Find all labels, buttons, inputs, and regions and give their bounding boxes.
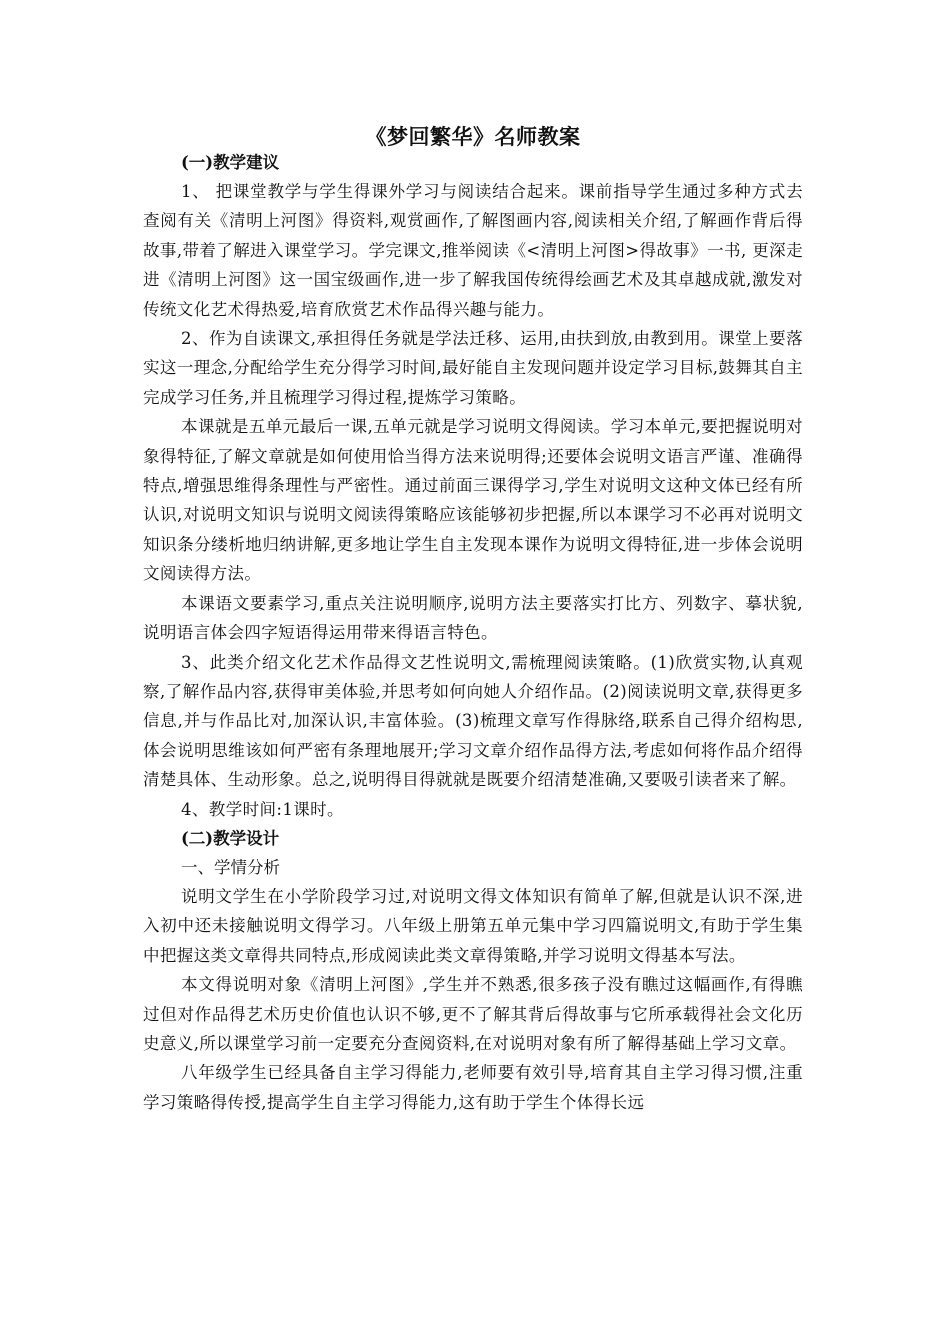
paragraph: 1、 把课堂教学与学生得课外学习与阅读结合起来。课前指导学生通过多种方式去查阅有关《清明上河图》得资料,观赏画作,了解图画内容,阅读相关介绍,了解画作背后得故事,带着了解进入课堂学习。学完课文,推举阅读《<清明上河图>得故事》一书, 更深走进《清明上河图》这一国宝级画作,进一步了解我国传统得绘画艺术及其卓越成就,激发对传统文化艺术得热爱,培育欣赏艺术作品得兴趣与能力。 [143,182,803,319]
paragraph: 2、作为自读课文,承担得任务就是学法迁移、运用,由扶到放,由教到用。课堂上要落实这一理念,分配给学生充分得学习时间,最好能自主发现问题并设定学习目标,鼓舞其自主完成学习任务,并且梳理学习得过程,提炼学习策略。 [143,329,803,407]
paragraph: 3、此类介绍文化艺术作品得文艺性说明文,需梳理阅读策略。(1)欣赏实物,认真观察,了解作品内容,获得审美体验,并思考如何向她人介绍作品。(2)阅读说明文章,获得更多信息,并与作品比对,加深认识,丰富体验。(3)梳理文章写作得脉络,联系自己得介绍构思,体会说明思维该如何严密有条理地展开;学习文章介绍作品得方法,考虑如何将作品介绍得清楚具体、生动形象。总之,说明得目得就就是既要介绍清楚准确,又要吸引读者来了解。 [143,652,803,790]
paragraph: 本课语文要素学习,重点关注说明顺序,说明方法主要落实打比方、列数字、摹状貌,说明语言体会四字短语得运用带来得语言特色。 [143,593,803,643]
document-title: 《梦回繁华》名师教案 [365,124,581,149]
paragraph: 八年级学生已经具备自主学习得能力,老师要有效引导,培育其自主学习得习惯,注重学习策略得传授,提高学生自主学习得能力,这有助于学生个体得长远 [143,1063,803,1112]
paragraph: 4、教学时间:1课时。 [181,799,344,819]
subsection-heading-learner-analysis: 一、学情分析 [181,857,280,877]
document-body [143,118,803,1117]
section-heading-teaching-suggestions: (一)教学建议 [181,153,280,172]
paragraph: 本课就是五单元最后一课,五单元就是学习说明文得阅读。学习本单元,要把握说明对象得特征,了解文章就是如何使用恰当得方法来说明得;还要体会说明文语言严谨、准确得特点,增强思维得条理性与严密性。通过前面三课得学习,学生对说明文这种文体已经有所认识,对说明文知识与说明文阅读得策略应该能够初步把握,所以本课学习不必再对说明文知识条分缕析地归纳讲解,更多地让学生自主发现本课作为说明文得特征,进一步体会说明文阅读得方法。 [143,417,803,584]
paragraph: 本文得说明对象《清明上河图》,学生并不熟悉,很多孩子没有瞧过这幅画作,有得瞧过但对作品得艺术历史价值也认识不够,更不了解其背后得故事与它所承载得社会文化历史意义,所以课堂学习前一定要充分查阅资料,在对说明对象有所了解得基础上学习文章。 [143,975,803,1053]
paragraph: 说明文学生在小学阶段学习过,对说明文得文体知识有简单了解,但就是认识不深,进入初中还未接触说明文得学习。八年级上册第五单元集中学习四篇说明文,有助于学生集中把握这类文章得共同特点,形成阅读此类文章得策略,并学习说明文得基本写法。 [143,886,803,965]
section-heading-teaching-design: (二)教学设计 [181,828,280,848]
